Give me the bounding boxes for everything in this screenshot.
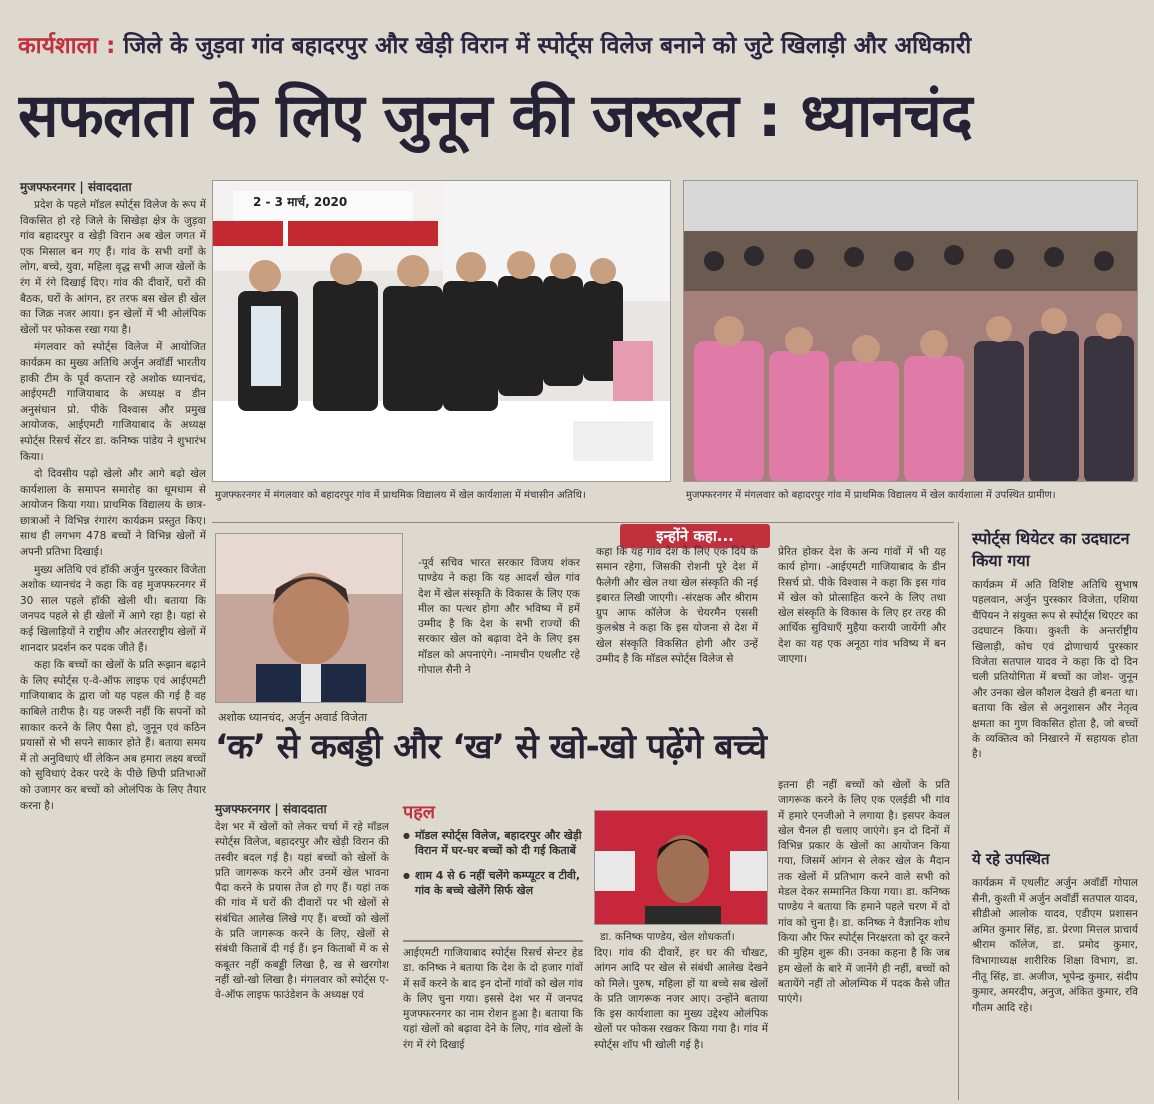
sidebar-heading: स्पोर्ट्स थियेटर का उदघाटन किया गया [972,529,1130,570]
paragraph: दो दिवसीय पढ़ो खेलो और आगे बढ़ो खेल कार्यशाला के समापन समारोह का धूमधाम से आयोजन किया गया। प्राथमिक विद्यालय के छात्र-छात्राओं ने विभिन्न रंगारंग कार्यक्रम प्रस्तुत किए। साथ ही लगभग 478 बच्चों ने विभिन्न खेलों में अपनी प्रतिभा दिखाई। [20,468,206,559]
kicker-tag: कार्यशाला : [18,33,116,59]
portrait-illustration [216,534,403,703]
story2-dateline: मुजफ्फरनगर | संवाददाता [215,802,327,816]
pahal-label: पहल [403,802,435,823]
portrait-illustration [595,811,768,925]
banner-date: 2 - 3 मार्च, 2020 [253,195,348,209]
pahal-bullets [403,828,583,908]
paragraph: प्रदेश के पहले मॉडल स्पोर्ट्स विलेज के रूप में विकसित हो रहे जिले के सिखेड़ा क्षेत्र के जुड़वा गांव बहादरपुर व खेड़ी विरान अब खेल जगत में एक मिसाल बन गए हैं। गांव के सभी वर्गों के लोग, बच्चे, युवा, महिला वृद्ध सभी आज खेलों के रंग में रंगे दिखाई दिए। गांव की दीवारें, घरों की बैठक, घरों के आंगन, हर तरफ बस खेल ही खेल का जिक्र नजर आया। इन खेलों में भी ओलंपिक खेलों पर फोकस रखा गया है। [20,199,206,336]
quotes-heading: इन्होंने कहा... [620,524,770,548]
sidebar-body: कार्यक्रम में अति विशिष्ट अतिथि सुभाष पहलवान, अर्जुन पुरस्कार विजेता, एशिया चैंपियन ने संयुक्त रूप से स्पोर्ट्स थिएटर का उदघाटन किया। कुश्ती के अन्तर्राष्ट्रीय खिलाड़ी, कोच एवं द्रोणाचार्य पुरस्कार विजेता सतपाल यादव ने कहा कि दो दिन चली प्रतियोगिता में बच्चों का जोश- जुनून और उनका खेल कौशल देखते ही बनता था। बताया कि खेल से अनुशासन और नेतृत्व क्षमता का गुण विकसित होता है, जो बच्चों के व्यक्तित्व को निखारने में सहायक होता है। [972,579,1138,761]
quote-column-a: -पूर्व सचिव भारत सरकार विजय शंकर पाण्डेय ने कहा कि यह आदर्श खेल गांव देश में खेल संस्कृति के विकास के लिए एक मील का पत्थर होगा और भविष्य में हमें उम्मीद है कि देश के सभी राज्यों की सरकार खेल को बढ़ावा देने के लिए इस मॉडल को अपनाएंगे। -नामचीन एथलीट रहे गोपाल सैनी ने [418,557,580,677]
portrait2-caption: डा. कनिष्क पाण्डेय, खेल शोधकर्ता। [600,931,735,943]
bullet-item: ● मॉडल स्पोर्ट्स विलेज, बहादरपुर और खेड़ी विरान में घर-घर बच्चों को दी गई किताबें [403,828,583,858]
dateline: मुजफ्फरनगर | संवाददाता [20,180,132,194]
stage-photo-illustration [213,181,671,482]
quote-column-b: कहा कि यह गांव देश के लिए एक दिये के समान रहेगा, जिसकी रोशनी पूरे देश में फैलेगी और खेल तथा खेल संस्कृति की नई इबारत लिखी जाएगी। -संरक्षक और श्रीराम ग्रुप आफ कॉलेज के चेयरमैन एससी कुलश्रेष्ठ ने कहा कि इस योजना से देश में खेल संस्कृति विकसित होगी और उन्हें उम्मीद है कि मॉडल स्पोर्ट्स विलेज से [596,546,758,666]
photo-stage-guests [212,180,671,482]
main-story-column [20,198,206,1098]
divider [958,522,959,1100]
story2-column-1: देश भर में खेलों को लेकर चर्चा में रहे मॉडल स्पोर्ट्स विलेज, बहादरपुर और खेड़ी विरान की तस्वीर बदल गई है। यहां बच्चों को खेलों के प्रति जागरूक करने और उनमें खेल भावना पैदा करने के प्रयास तेज हो गए हैं। यहां तक की गांव में घरों की दीवारों पर भी खेलों से संबंधित आलेख लिखे गए हैं। बच्चों को खेलों के प्रति जागरूक करने के लिए, खेलों से संबंधी किताबें दी गई हैं। इन किताबों में क से कबूतर नहीं कबड्डी लिखा है, ख से खरगोश नहीं खो-खो लिखा है। मंगलवार को स्पोर्ट्स ए-वे-ऑफ लाइफ फाउंडेशन के अध्यक्ष एवं [215,821,389,1002]
divider [212,522,954,523]
kicker [18,28,1138,70]
story2-column-4: इतना ही नहीं बच्चों को खेलों के प्रति जागरूक करने के लिए एक एलईडी भी गांव में हमारे एनजीओ ने लगाया है। इसपर केवल खेल चैनल ही चलाए जाएंगे। इन दो दिनों में विभिन्न प्रकार के खेलों का आयोजन किया गया, जिसमें आंगन से लेकर खेल के मैदान तक खेलों में प्रतिभाग करने वाले सभी को मेडल देकर सम्मानित किया गया। डा. कनिष्क पाण्डेय ने बताया कि हमाने पहले चरण में दो गांव को चुना है। डा. कनिष्क ने वैज्ञानिक शोध किया और फिर स्पोर्ट्स निरक्षरता को दूर करने की मुहिम शुरू की। उनका कहना है कि जब हम खेलों के बारे में जानेंगे ही नहीं, बच्चों को बतायेंगे नहीं तो ओलम्पिक में पदक कैसे जीत पाएंगे। [778,779,950,1006]
paragraph: मुख्य अतिथि एवं हॉकी अर्जुन पुरस्कार विजेता अशोक ध्यानचंद ने कहा कि वह मुजफ्फरनगर में 30 साल पहले हॉकी खेली थी। बताया कि जनपद पहले से ही खेलों में आगे रहा है। यहां से कई खिलाड़ियों ने राष्ट्रीय और अंतरराष्ट्रीय खेलों में शानदार प्रदर्शन कर पदक जीते हैं। [20,563,206,654]
bullet-item: ● शाम 4 से 6 नहीं चलेंगे कम्प्यूटर व टीवी, गांव के बच्चे खेलेंगे सिर्फ खेल [403,868,583,898]
sidebar-attendees: कार्यक्रम में एथलीट अर्जुन अवॉर्डी गोपाल सैनी, कुश्ती में अर्जुन अवॉर्डी सतपाल यादव, सीडीओ आलोक यादव, एडीएम प्रशासन अमित कुमार सिंह, डा. प्रेरणा मित्तल प्राचार्य श्रीराम कॉलेज, डा. प्रमोद कुमार, विभागाध्यक्ष शारीरिक शिक्षा विभाग, डा. नीतू सिंह, डा. अजीज, भूपेन्द्र कुमार, संदीप कुमार, अमरदीप, अनुज, अंकित कुमार, रवि गौतम आदि रहे। [972,877,1138,1014]
divider [403,940,583,942]
photo1-caption: मुजफ्फरनगर में मंगलवार को बहादरपुर गांव में प्राथमिक विद्यालय में खेल कार्यशाला में मंचासीन अतिथि। [215,490,586,501]
paragraph: मंगलवार को स्पोर्ट्स विलेज में आयोजित कार्यक्रम का मुख्य अतिथि अर्जुन अवॉर्डी भारतीय हाकी टीम के पूर्व कप्तान रहे अशोक ध्यानचंद, आईएमटी गाजियाबाद के अध्यक्ष व डीन अनुसंधान प्रो. पीके विश्वास और प्रमुख आयोजक, आईएमटी गाजियाबाद के अध्यक्ष स्पोर्ट्स रिसर्च सेंटर डा. कनिष्क पांडेय ने शुभारंभ किया। [20,341,206,463]
story2-headline: ‘क’ से कबड्डी और ‘ख’ से खो-खो पढ़ेंगे बच्चे [215,727,767,767]
kicker-text: जिले के जुड़वा गांव बहादरपुर और खेड़ी विरान में स्पोर्ट्स विलेज बनाने को जुटे खिलाड़ी और अधिकारी [123,33,972,59]
photo2-caption: मुजफ्फरनगर में मंगलवार को बहादरपुर गांव में प्राथमिक विद्यालय में खेल कार्यशाला में उपस्थित ग्रामीण। [686,490,1056,501]
story2-column-2: आईएमटी गाजियाबाद स्पोर्ट्स रिसर्च सेन्टर हेड डा. कनिष्क ने बताया कि देश के दो हजार गांवों में सर्वे करने के बाद इन दोनों गांवों को खेल गांव के लिए चुना गया। इससे देश भर में जनपद मुजफ्फरनगर का नाम रोशन हुआ है। बताया कि यहां खेलों को बढ़ावा देने के लिए, गांव खेलों के रंग में रंगे दिखाई [403,947,583,1051]
portrait-ashok-dhyanchand [215,533,403,703]
sidebar-heading-attendees: ये रहे उपस्थित [972,850,1050,868]
paragraph: कहा कि बच्चों का खेलों के प्रति रूझान बढ़ाने के लिए स्पोर्ट्स ए-वे-ऑफ लाइफ एवं आईएमटी गाजियाबाद के द्वारा जो यह पहल की गई है वह काबिले तारीफ है। यह जरूरी नहीं कि सपनों को साकार करने के लिए पैसा हो, जुनून एवं कठिन प्रयासों से भी सपने साकार होते हैं। बताया समय में तो अनुविधाएं थीं लेकिन अब हमारा लक्ष्य बच्चों को सुविधाएं देकर परदे के पीछे छिपी प्रतिभाओं को उजागर कर बच्चों को ओलंपिक के लिए तैयार करना है। [20,659,206,812]
portrait-kanishk-pandey [594,810,768,925]
quote-column-c: प्रेरित होकर देश के अन्य गांवों में भी यह कार्य होगा। -आईएमटी गाजियाबाद के डीन रिसर्च प्रो. पीके विश्वास ने कहा कि इस गांव में खेल को प्रोत्साहित करने के लिए तथा खेल संस्कृति के विकास के लिए हर तरह की आर्थिक सुविधाएँ मुहैया करायी जायेंगी और देश का यह एक अनूठा गांव भविष्य में बन जाएगा। [778,546,946,666]
audience-photo-illustration [684,181,1138,482]
story2-column-3: दिए। गांव की दीवारें, हर घर की चौखट, आंगन आदि पर खेल से संबंधी आलेख देखने को मिले। पुरुष, महिला हों या बच्चे सब खेलों के प्रति जागरूक नजर आए। उन्होंने बताया कि इस कार्यशाला का मुख्य उद्देश्य ओलंपिक खेलों पर फोकस रखकर किया गया है। गांव में स्पोर्ट्स शॉप भी खोली गई है। [594,947,768,1051]
portrait-caption: अशोक ध्यानचंद, अर्जुन अवार्ड विजेता [218,711,368,724]
main-headline: सफलता के लिए जुनून की जरूरत : ध्यानचंद [18,81,972,151]
photo-audience [683,180,1138,482]
